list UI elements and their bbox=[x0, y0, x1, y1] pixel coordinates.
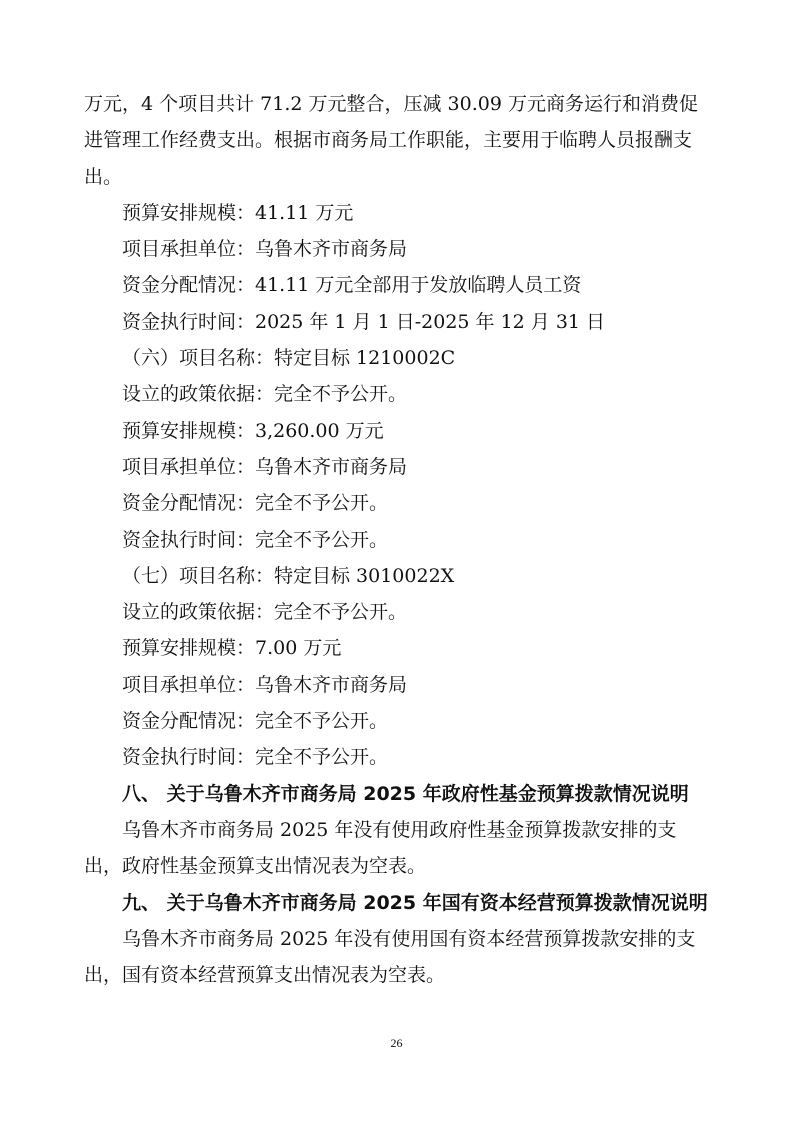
document-body bbox=[84, 86, 709, 993]
paragraph: 设立的政策依据：完全不予公开。 bbox=[122, 601, 408, 624]
page-number: 26 bbox=[390, 1036, 403, 1050]
paragraph: 资金分配情况：完全不予公开。 bbox=[122, 492, 389, 515]
paragraph: 预算安排规模：7.00 万元 bbox=[122, 637, 342, 660]
paragraph: 项目承担单位：乌鲁木齐市商务局 bbox=[122, 238, 408, 261]
paragraph: 万元，4 个项目共计 71.2 万元整合，压减 30.09 万元商务运行和消费促进管理工作经费支出。根据市商务局工作职能，主要用于临聘人员报酬支出。 bbox=[84, 93, 698, 188]
paragraph: 预算安排规模：41.11 万元 bbox=[122, 201, 354, 224]
paragraph: 设立的政策依据：完全不予公开。 bbox=[122, 383, 408, 406]
paragraph: 项目承担单位：乌鲁木齐市商务局 bbox=[122, 673, 408, 696]
paragraph: 乌鲁木齐市商务局 2025 年没有使用国有资本经营预算拨款安排的支出，国有资本经营预算支出情况表为空表。 bbox=[84, 927, 696, 987]
paragraph: 项目承担单位：乌鲁木齐市商务局 bbox=[122, 455, 408, 478]
paragraph: 预算安排规模：3,260.00 万元 bbox=[122, 419, 384, 442]
paragraph: （七）项目名称：特定目标 3010022X bbox=[122, 564, 455, 587]
paragraph: （六）项目名称：特定目标 1210002C bbox=[122, 347, 456, 370]
paragraph: 资金分配情况：41.11 万元全部用于发放临聘人员工资 bbox=[122, 274, 582, 297]
section-heading: 九、 关于乌鲁木齐市商务局 2025 年国有资本经营预算拨款情况说明 bbox=[122, 891, 708, 914]
paragraph: 资金分配情况：完全不予公开。 bbox=[122, 710, 389, 733]
paragraph: 资金执行时间：完全不予公开。 bbox=[122, 746, 389, 769]
section-heading: 八、 关于乌鲁木齐市商务局 2025 年政府性基金预算拨款情况说明 bbox=[122, 782, 689, 805]
paragraph: 乌鲁木齐市商务局 2025 年没有使用政府性基金预算拨款安排的支出，政府性基金预算支出情况表为空表。 bbox=[84, 818, 677, 878]
paragraph: 资金执行时间：2025 年 1 月 1 日-2025 年 12 月 31 日 bbox=[122, 310, 606, 333]
paragraph: 资金执行时间：完全不予公开。 bbox=[122, 528, 389, 551]
